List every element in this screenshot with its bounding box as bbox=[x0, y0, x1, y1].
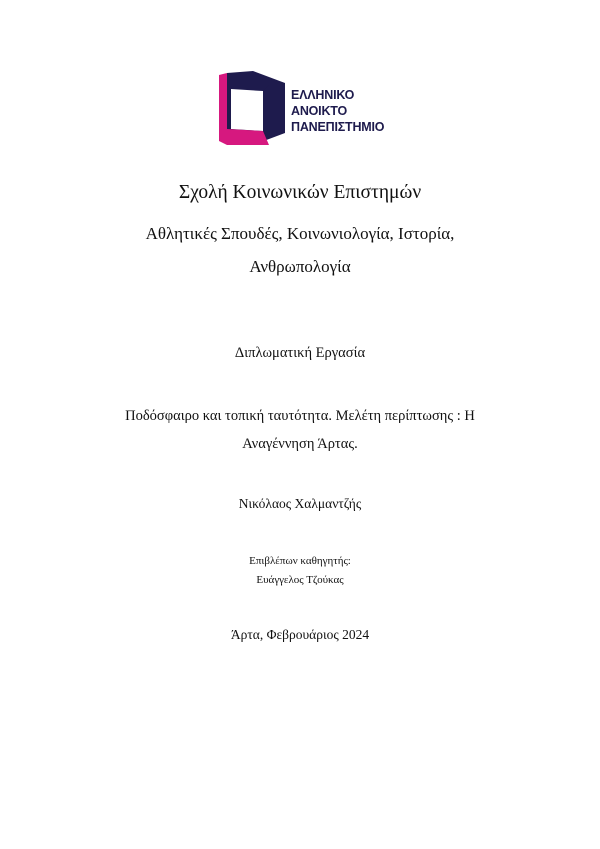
place-and-date: Άρτα, Φεβρουάριος 2024 bbox=[230, 627, 370, 642]
department-line-2: Ανθρωπολογία bbox=[249, 257, 351, 276]
school-name: Σχολή Κοινωνικών Επιστημών bbox=[178, 182, 422, 203]
thesis-title-line-1: Ποδόσφαιρο και τοπική ταυτότητα. Μελέτη περίπτωσης : Η bbox=[125, 408, 475, 424]
logo-wordmark bbox=[291, 87, 384, 135]
supervisor-label: Επιβλέπων καθηγητής: bbox=[249, 555, 351, 567]
thesis-title-line-2: Αναγέννηση Άρτας. bbox=[242, 436, 358, 452]
university-logo bbox=[219, 71, 419, 145]
open-book-emblem-icon bbox=[219, 71, 289, 145]
logo-line-1: ΕΛΛΗΝΙΚΟ bbox=[291, 88, 355, 102]
author-name: Νικόλαος Χαλμαντζής bbox=[238, 496, 362, 511]
supervisor-name: Ευάγγελος Τζούκας bbox=[256, 574, 344, 586]
logo-line-3: ΠΑΝΕΠΙΣΤΗΜΙΟ bbox=[291, 120, 385, 134]
department-line-1: Αθλητικές Σπουδές, Κοινωνιολογία, Ιστορία, bbox=[145, 224, 455, 243]
document-type: Διπλωματική Εργασία bbox=[234, 345, 366, 361]
logo-line-2: ΑΝΟΙΚΤΟ bbox=[291, 104, 348, 118]
